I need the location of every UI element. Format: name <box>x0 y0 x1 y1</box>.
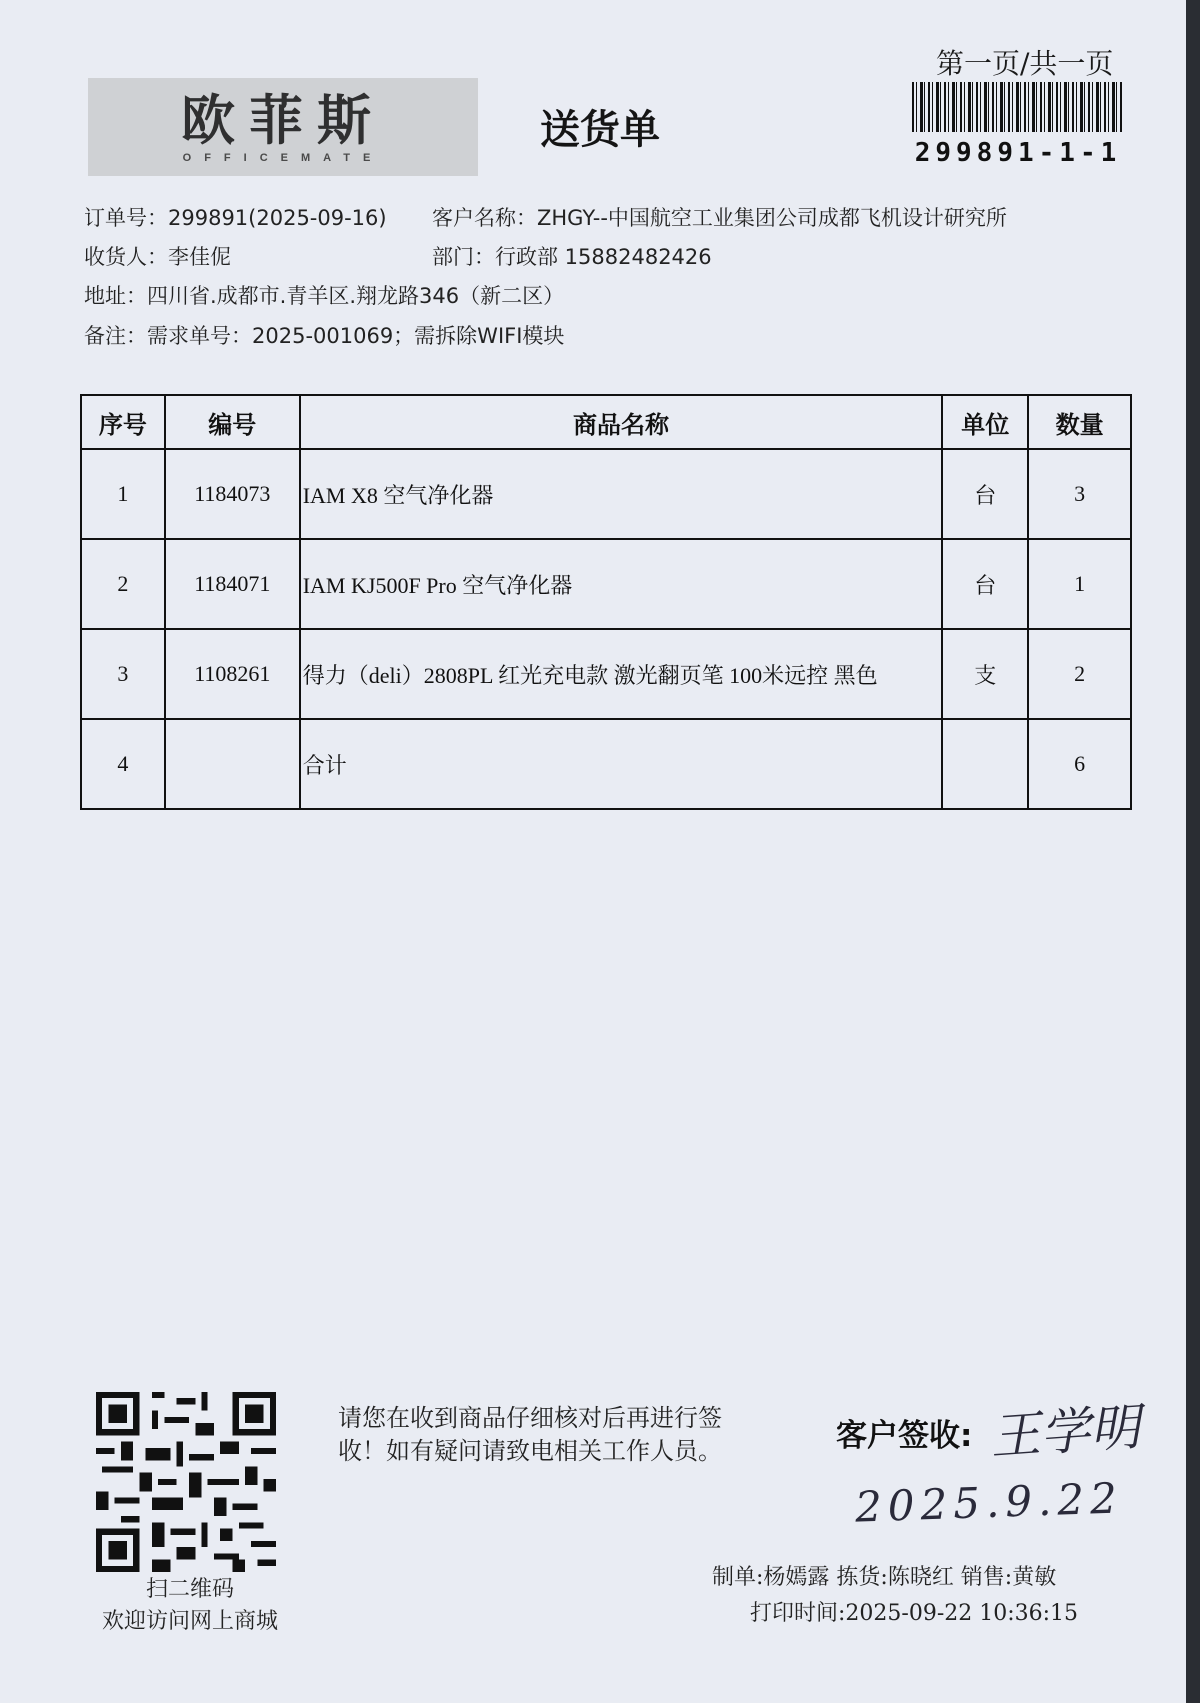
cell-unit: 台 <box>942 449 1028 539</box>
cell-total-quantity: 6 <box>1028 719 1131 809</box>
receiver-name: 收货人：李佳伲 <box>84 245 231 269</box>
print-time: 打印时间:2025-09-22 10:36:15 <box>750 1601 1079 1626</box>
qr-code-icon <box>96 1392 276 1572</box>
cell-product-name: IAM KJ500F Pro 空气净化器 <box>300 539 943 629</box>
qr-caption-line-2: 欢迎访问网上商城 <box>101 1609 278 1634</box>
document-title: 送货单 <box>540 107 660 153</box>
cell-quantity: 1 <box>1028 539 1131 629</box>
qr-caption-line-1: 扫二维码 <box>145 1577 234 1602</box>
cell-unit: 台 <box>942 539 1028 629</box>
cell-seq: 3 <box>81 629 165 719</box>
customer-signature: 王学明 <box>988 1397 1143 1467</box>
qr-caption <box>60 1574 320 1638</box>
barcode-icon <box>912 82 1124 132</box>
table-row <box>81 539 1131 629</box>
header-seq: 序号 <box>81 395 165 449</box>
barcode-number: 299891-1-1 <box>914 138 1122 168</box>
header-quantity: 数量 <box>1028 395 1131 449</box>
cell-seq: 1 <box>81 449 165 539</box>
cell-unit <box>942 719 1028 809</box>
sign-notice: 请您在收到商品仔细核对后再进行签收！如有疑问请致电相关工作人员。 <box>338 1404 722 1465</box>
company-logo <box>88 78 478 176</box>
cell-unit: 支 <box>942 629 1028 719</box>
table-row <box>81 449 1131 539</box>
table-total-row <box>81 719 1131 809</box>
logo-english-text: OFFICEMATE <box>182 152 384 164</box>
delivery-address: 地址：四川省.成都市.青羊区.翔龙路346（新二区） <box>84 284 565 308</box>
staff-info: 制单:杨嫣露 拣货:陈晓红 销售:黄敏 <box>712 1565 1057 1590</box>
order-number: 订单号：299891(2025-09-16) <box>84 206 387 230</box>
items-table <box>80 394 1132 810</box>
cell-seq: 2 <box>81 539 165 629</box>
header-product-name: 商品名称 <box>300 395 943 449</box>
cell-quantity: 2 <box>1028 629 1131 719</box>
cell-product-name: IAM X8 空气净化器 <box>300 449 943 539</box>
table-header-row <box>81 395 1131 449</box>
cell-seq: 4 <box>81 719 165 809</box>
sign-date: 2025.9.22 <box>854 1473 1124 1532</box>
remark: 备注：需求单号：2025-001069；需拆除WIFI模块 <box>84 324 565 348</box>
cell-code: 1108261 <box>165 629 300 719</box>
header-unit: 单位 <box>942 395 1028 449</box>
table-row <box>81 629 1131 719</box>
page-info: 第一页/共一页 <box>936 47 1114 80</box>
cell-quantity: 3 <box>1028 449 1131 539</box>
cell-product-name: 得力（deli）2808PL 红光充电款 激光翻页笔 100米远控 黑色 <box>300 629 943 719</box>
cell-code <box>165 719 300 809</box>
background-edge <box>1186 0 1200 1703</box>
header-code: 编号 <box>165 395 300 449</box>
department-phone: 部门：行政部 15882482426 <box>432 245 712 269</box>
customer-name: 客户名称：ZHGY--中国航空工业集团公司成都飞机设计研究所 <box>432 206 1007 230</box>
cell-code: 1184073 <box>165 449 300 539</box>
cell-total-label: 合计 <box>300 719 943 809</box>
logo-chinese-text: 欧菲斯 <box>181 88 385 152</box>
cell-code: 1184071 <box>165 539 300 629</box>
customer-sign-label: 客户签收: <box>836 1418 973 1454</box>
